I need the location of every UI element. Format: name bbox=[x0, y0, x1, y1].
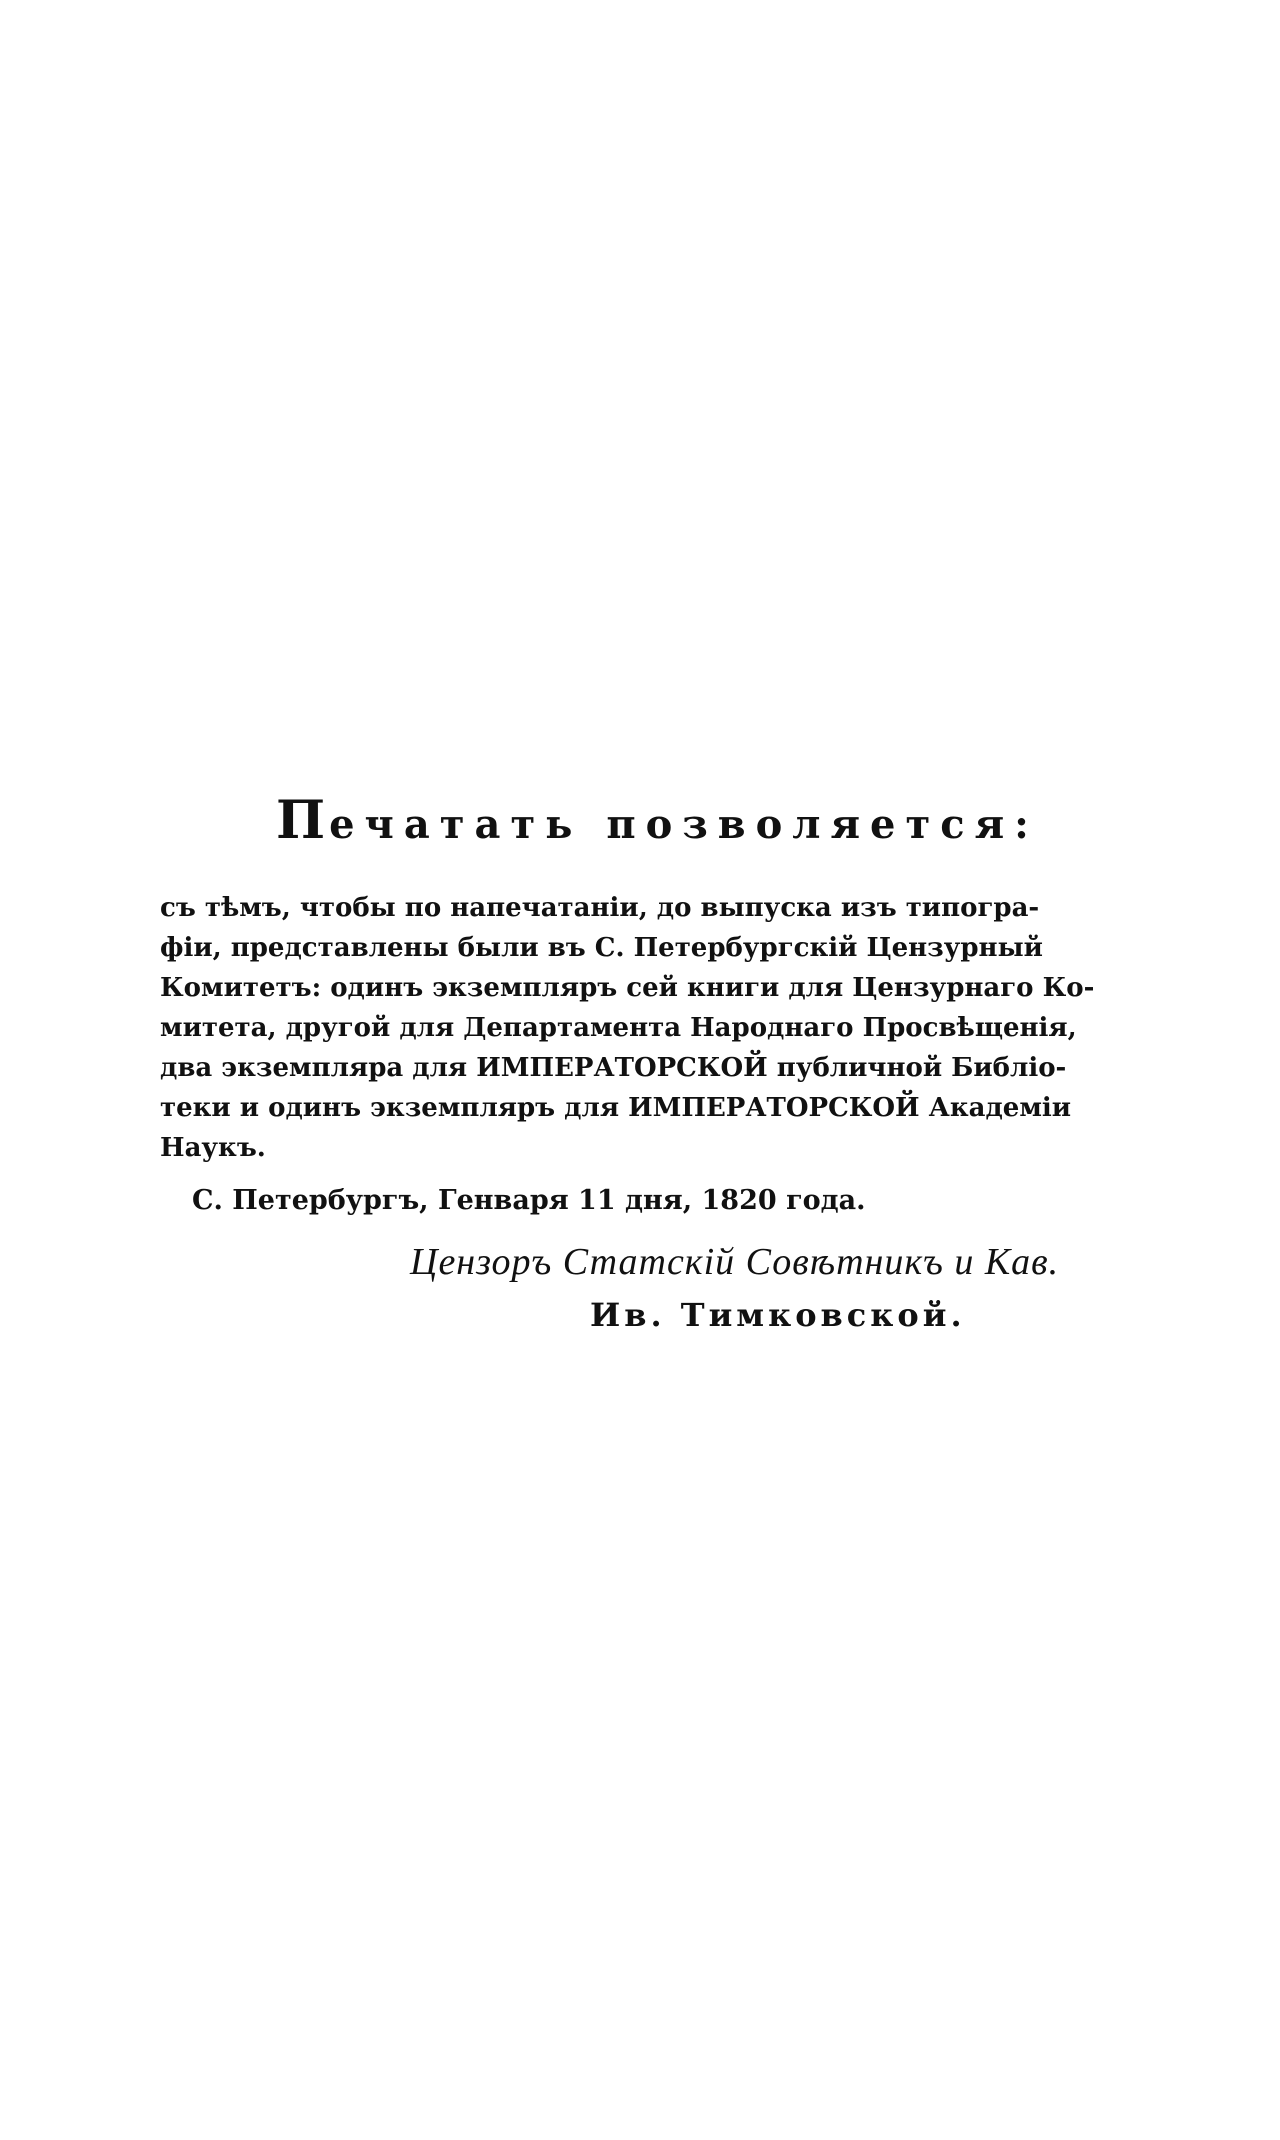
text-line: теки и одинъ экземпляръ для ИМПЕРАТОРСКОЙ Академіи bbox=[160, 1093, 1072, 1123]
text-line: Наукъ. bbox=[160, 1133, 266, 1163]
censor-title: Цензоръ Статскій Совѣтникъ и Кав. bbox=[410, 1241, 1060, 1283]
censor-name: Ив. Тимковской. bbox=[590, 1296, 966, 1334]
heading-initial: П bbox=[276, 790, 330, 851]
text-line: фіи, представлены были въ С. Петербургскій Цензурный bbox=[160, 933, 1043, 963]
text-line: Комитетъ: одинъ экземпляръ сей книги для Цензурнаго Ко- bbox=[160, 973, 1095, 1003]
text-line: митета, другой для Департамента Народнаго Просвѣщенія, bbox=[160, 1013, 1077, 1043]
page-heading bbox=[276, 790, 1039, 851]
text-line: съ тѣмъ, чтобы по напечатаніи, до выпуска изъ типогра- bbox=[160, 893, 1040, 923]
dateline: С. Петербургъ, Генваря 11 дня, 1820 года. bbox=[192, 1185, 866, 1216]
heading-text: ечатать позволяется: bbox=[329, 801, 1039, 848]
permission-text bbox=[160, 888, 1110, 1168]
text-line: два экземпляра для ИМПЕРАТОРСКОЙ публичной Библіо- bbox=[160, 1053, 1067, 1083]
